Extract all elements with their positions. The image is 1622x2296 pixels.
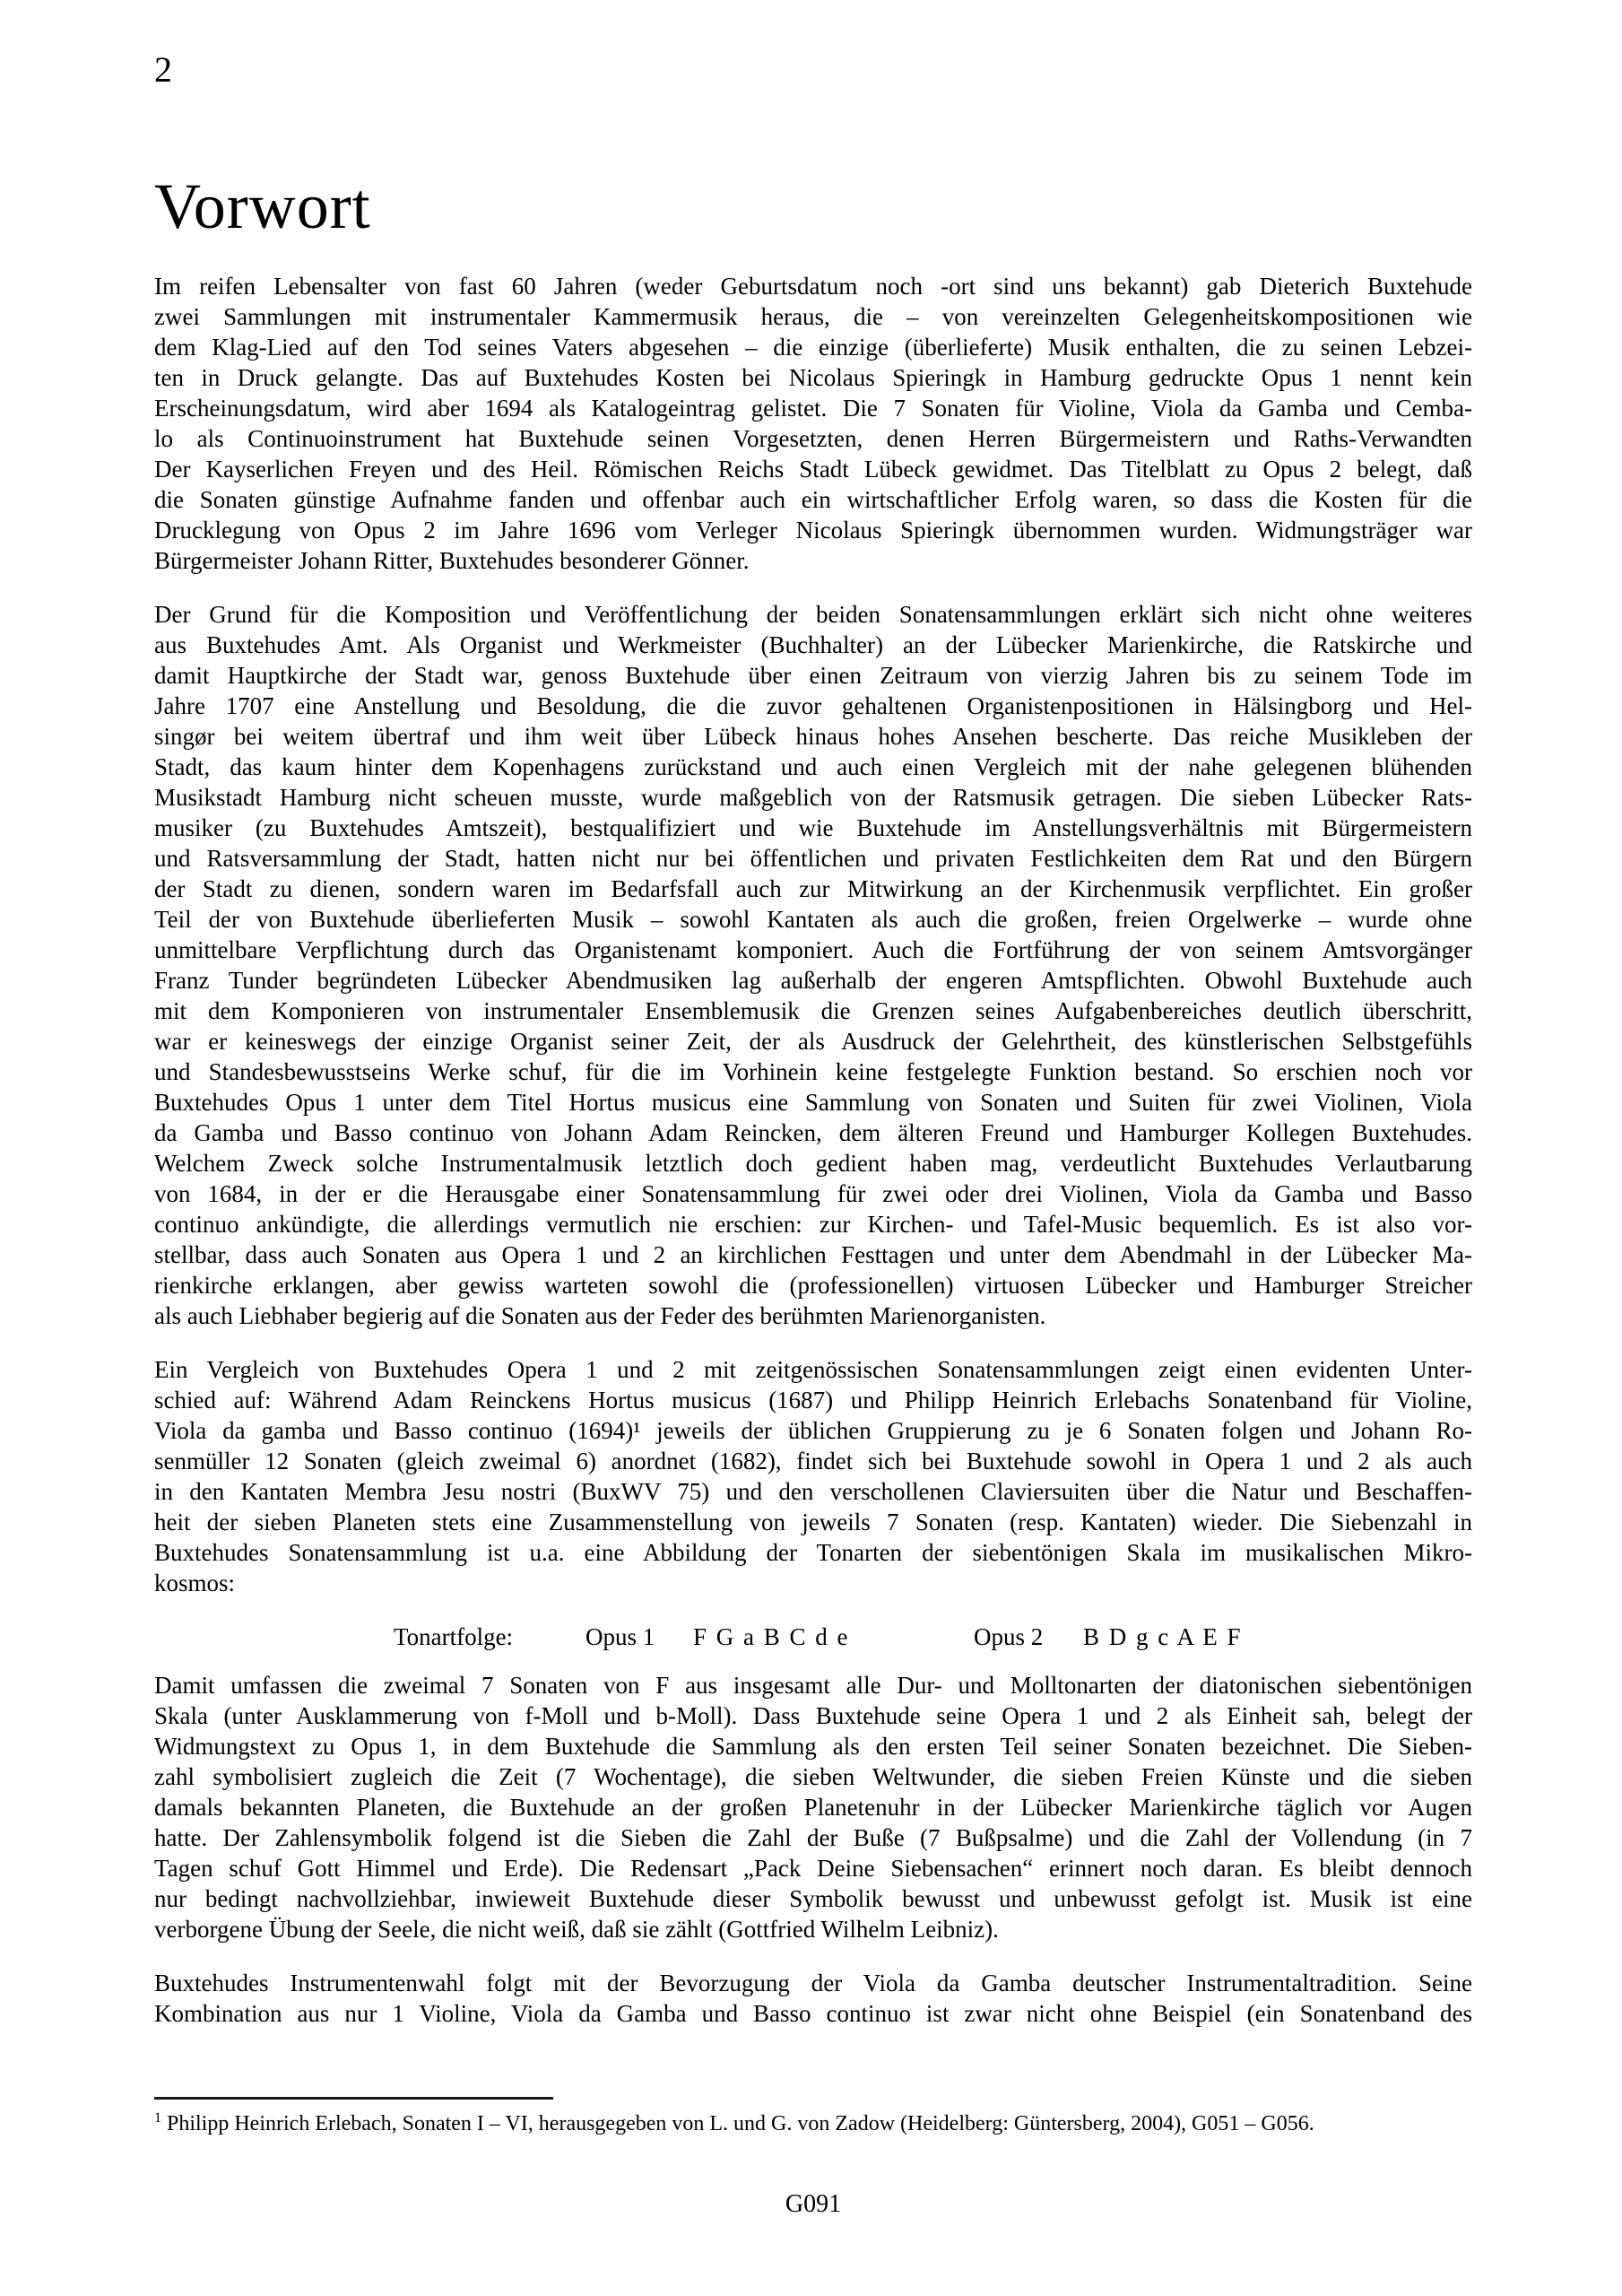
text-line: damals bekannten Planeten, die Buxtehude an der großen Planetenuhr in der Lübecker Marienkirche täglich vor Augen xyxy=(154,1794,1472,1821)
tonart-label: Tonartfolge: xyxy=(394,1623,514,1650)
text-line: Im reifen Lebensalter von fast 60 Jahren (weder Geburtsdatum noch -ort sind uns bekannt) gab Dieterich Buxtehude xyxy=(154,273,1472,300)
text-line: die Sonaten günstige Aufnahme fanden und offenbar auch ein wirtschaftlicher Erfolg waren, so dass die Kosten für die xyxy=(154,486,1472,513)
text-line: von 1684, in der er die Herausgabe einer Sonatensammlung für zwei oder drei Violinen, Viola da Gamba und Basso xyxy=(154,1180,1472,1207)
opus2-label: Opus 2 xyxy=(974,1623,1044,1650)
text-line: verborgene Übung der Seele, die nicht weiß, daß sie zählt (Gottfried Wilhelm Leibniz). xyxy=(154,1916,999,1943)
text-line: damit Hauptkirche der Stadt war, genoss Buxtehude über einen Zeitraum von vierzig Jahren bis zu seinem Tode im xyxy=(154,662,1472,689)
page-title: Vorwort xyxy=(154,170,371,242)
text-line: rienkirche erklangen, aber gewiss warteten sowohl die (professionellen) virtuosen Lübecker und Hamburger Streicher xyxy=(154,1272,1472,1299)
footnote-body: Philipp Heinrich Erlebach, Sonaten I – VI, herausgegeben von L. und G. von Zadow (Heidelberg: Güntersberg, 2004), G051 – G056. xyxy=(167,2112,1314,2135)
text-line: Der Grund für die Komposition und Veröffentlichung der beiden Sonatensammlungen erklärt sich nicht ohne weiteres xyxy=(154,601,1472,628)
text-line: dem Klag-Lied auf den Tod seines Vaters abgesehen – die einzige (überlieferte) Musik enthalten, die zu seinen Lebzei- xyxy=(154,334,1472,361)
text-line: Bürgermeister Johann Ritter, Buxtehudes besonderer Gönner. xyxy=(154,547,750,574)
paragraph-3 xyxy=(154,1354,1472,1598)
footnote-separator xyxy=(154,2097,553,2100)
opus1-label: Opus 1 xyxy=(585,1623,655,1650)
text-line: und Ratsversammlung der Stadt, hatten nicht nur bei öffentlichen und privaten Festlichkeiten dem Rat und den Bürgern xyxy=(154,845,1472,872)
text-line: mit dem Komponieren von instrumentaler Ensemblemusik die Grenzen seines Aufgabenbereiches deutlich überschritt, xyxy=(154,997,1472,1024)
text-line: da Gamba und Basso continuo von Johann Adam Reincken, dem älteren Freund und Hamburger Kollegen Buxtehudes. xyxy=(154,1119,1472,1146)
text-line: als auch Liebhaber begierig auf die Sonaten aus der Feder des berühmten Marienorganisten. xyxy=(154,1302,1046,1329)
footnote-marker: 1 xyxy=(154,2110,161,2126)
text-line: musiker (zu Buxtehudes Amtszeit), bestqualifiziert und wie Buxtehude im Anstellungsverhältnis mit Bürgermeistern xyxy=(154,814,1472,841)
opus1-keys: F G a B C d e xyxy=(693,1623,848,1650)
text-line: lo als Continuoinstrument hat Buxtehude seinen Vorgesetzten, denen Herren Bürgermeistern und Raths-Verwandten xyxy=(154,425,1472,452)
text-line: Ein Vergleich von Buxtehudes Opera 1 und 2 mit zeitgenössischen Sonatensammlungen zeigt einen evidenten Unter- xyxy=(154,1356,1472,1383)
text-line: Viola da gamba und Basso continuo (1694)¹ jeweils der üblichen Gruppierung zu je 6 Sonaten folgen und Johann Ro- xyxy=(154,1417,1472,1444)
text-line: Welchem Zweck solche Instrumentalmusik letztlich doch gedient haben mag, verdeutlicht Buxtehudes Verlautbarung xyxy=(154,1150,1472,1177)
page-number: 2 xyxy=(154,49,172,90)
text-line: war er keineswegs der einzige Organist seiner Zeit, der als Ausdruck der Gelehrtheit, des künstlerischen Selbstgefühls xyxy=(154,1028,1472,1055)
text-line: in den Kantaten Membra Jesu nostri (BuxWV 75) und den verschollenen Claviersuiten über die Natur und Beschaffen- xyxy=(154,1478,1472,1505)
text-line: stellbar, dass auch Sonaten aus Opera 1 und 2 an kirchlichen Festtagen und unter dem Abendmahl in der Lübecker Ma- xyxy=(154,1241,1472,1268)
footnote-text xyxy=(154,2110,1472,2137)
text-line: Erscheinungsdatum, wird aber 1694 als Katalogeintrag gelistet. Die 7 Sonaten für Violine, Viola da Gamba und Cemba- xyxy=(154,395,1472,422)
paragraph-5 xyxy=(154,1968,1472,2029)
page-footer: G091 xyxy=(785,2190,842,2218)
text-line: kosmos: xyxy=(154,1570,236,1596)
text-line: singør bei weitem übertraf und ihm weit über Lübeck hinaus hohes Ansehen bescherte. Das reiche Musikleben der xyxy=(154,723,1472,750)
text-line: der Stadt zu dienen, sondern waren im Bedarfsfall auch zur Mitwirkung an der Kirchenmusik verpflichtet. Ein großer xyxy=(154,875,1472,902)
text-line: hatte. Der Zahlensymbolik folgend ist die Sieben die Zahl der Buße (7 Bußpsalme) und die Zahl der Vollendung (in 7 xyxy=(154,1824,1472,1851)
paragraph-1 xyxy=(154,271,1472,576)
text-line: Jahre 1707 eine Anstellung und Besoldung, die die zuvor gehaltenen Organistenpositionen in Hälsingborg und Hel- xyxy=(154,692,1472,719)
text-line: Musikstadt Hamburg nicht scheuen musste, wurde maßgeblich von der Ratsmusik getragen. Die sieben Lübecker Rats- xyxy=(154,784,1472,811)
opus2-keys: B D g c A E F xyxy=(1083,1623,1241,1650)
footnote xyxy=(154,2097,1472,2137)
text-line: unmittelbare Verpflichtung durch das Organistenamt komponiert. Auch die Fortführung der von seinem Amtsvorgänger xyxy=(154,936,1472,963)
text-line: Drucklegung von Opus 2 im Jahre 1696 vom Verleger Nicolaus Spieringk übernommen wurden. Widmungsträger war xyxy=(154,517,1472,544)
paragraph-2 xyxy=(154,599,1472,1331)
text-line: und Standesbewusstseins Werke schuf, für die im Vorhinein keine festgelegte Funktion bestand. So erschien noch vor xyxy=(154,1058,1472,1085)
key-sequence-row xyxy=(154,1622,1472,1652)
text-line: Damit umfassen die zweimal 7 Sonaten von F aus insgesamt alle Dur- und Molltonarten der diatonischen siebentönigen xyxy=(154,1672,1472,1699)
text-line: Kombination aus nur 1 Violine, Viola da Gamba und Basso continuo ist zwar nicht ohne Beispiel (ein Sonatenband des xyxy=(154,2000,1472,2027)
text-line: Buxtehudes Sonatensammlung ist u.a. eine Abbildung der Tonarten der siebentönigen Skala im musikalischen Mikro- xyxy=(154,1539,1472,1566)
text-line: Widmungstext zu Opus 1, in dem Buxtehude die Sammlung als den ersten Teil seiner Sonaten bezeichnet. Die Sieben- xyxy=(154,1733,1472,1760)
text-line: aus Buxtehudes Amt. Als Organist und Werkmeister (Buchhalter) an der Lübecker Marienkirche, die Ratskirche und xyxy=(154,631,1472,658)
text-line: Buxtehudes Opus 1 unter dem Titel Hortus musicus eine Sammlung von Sonaten und Suiten für zwei Violinen, Viola xyxy=(154,1089,1472,1116)
text-line: schied auf: Während Adam Reinckens Hortus musicus (1687) und Philipp Heinrich Erlebachs Sonatenband für Violine, xyxy=(154,1387,1472,1413)
text-line: Stadt, das kaum hinter dem Kopenhagens zurückstand und auch einen Vergleich mit der nahe gelegenen blühenden xyxy=(154,753,1472,780)
text-line: Skala (unter Ausklammerung von f-Moll und b-Moll). Dass Buxtehude seine Opera 1 und 2 als Einheit sah, belegt der xyxy=(154,1702,1472,1729)
text-line: Franz Tunder begründeten Lübecker Abendmusiken lag außerhalb der engeren Amtspflichten. Obwohl Buxtehude auch xyxy=(154,967,1472,994)
text-line: nur bedingt nachvollziehbar, inwieweit Buxtehude dieser Symbolik bewusst und unbewusst gefolgt ist. Musik ist eine xyxy=(154,1885,1472,1912)
document-body xyxy=(154,271,1472,2029)
text-line: Teil der von Buxtehude überlieferten Musik – sowohl Kantaten als auch die großen, freien Orgelwerke – wurde ohne xyxy=(154,906,1472,933)
text-line: Tagen schuf Gott Himmel und Erde). Die Redensart „Pack Deine Siebensachen“ erinnert noch daran. Es bleibt dennoch xyxy=(154,1855,1472,1882)
text-line: continuo ankündigte, die allerdings vermutlich nie erschien: zur Kirchen- und Tafel-Music bequemlich. Es ist also vor- xyxy=(154,1211,1472,1238)
text-line: Der Kayserlichen Freyen und des Heil. Römischen Reichs Stadt Lübeck gewidmet. Das Titelblatt zu Opus 2 belegt, daß xyxy=(154,456,1472,483)
paragraph-4 xyxy=(154,1670,1472,1944)
text-line: zwei Sammlungen mit instrumentaler Kammermusik heraus, die – von vereinzelten Gelegenheitskompositionen wie xyxy=(154,303,1472,330)
text-line: senmüller 12 Sonaten (gleich zweimal 6) anordnet (1682), findet sich bei Buxtehude sowohl in Opera 1 und 2 als auch xyxy=(154,1448,1472,1474)
text-line: heit der sieben Planeten stets eine Zusammenstellung von jeweils 7 Sonaten (resp. Kantaten) wieder. Die Siebenzahl in xyxy=(154,1509,1472,1535)
text-line: ten in Druck gelangte. Das auf Buxtehudes Kosten bei Nicolaus Spieringk in Hamburg gedruckte Opus 1 nennt kein xyxy=(154,364,1472,391)
text-line: zahl symbolisiert zugleich die Zeit (7 Wochentage), die sieben Weltwunder, die sieben Freien Künste und die sieben xyxy=(154,1763,1472,1790)
text-line: Buxtehudes Instrumentenwahl folgt mit der Bevorzugung der Viola da Gamba deutscher Instrumentaltradition. Seine xyxy=(154,1970,1472,1996)
